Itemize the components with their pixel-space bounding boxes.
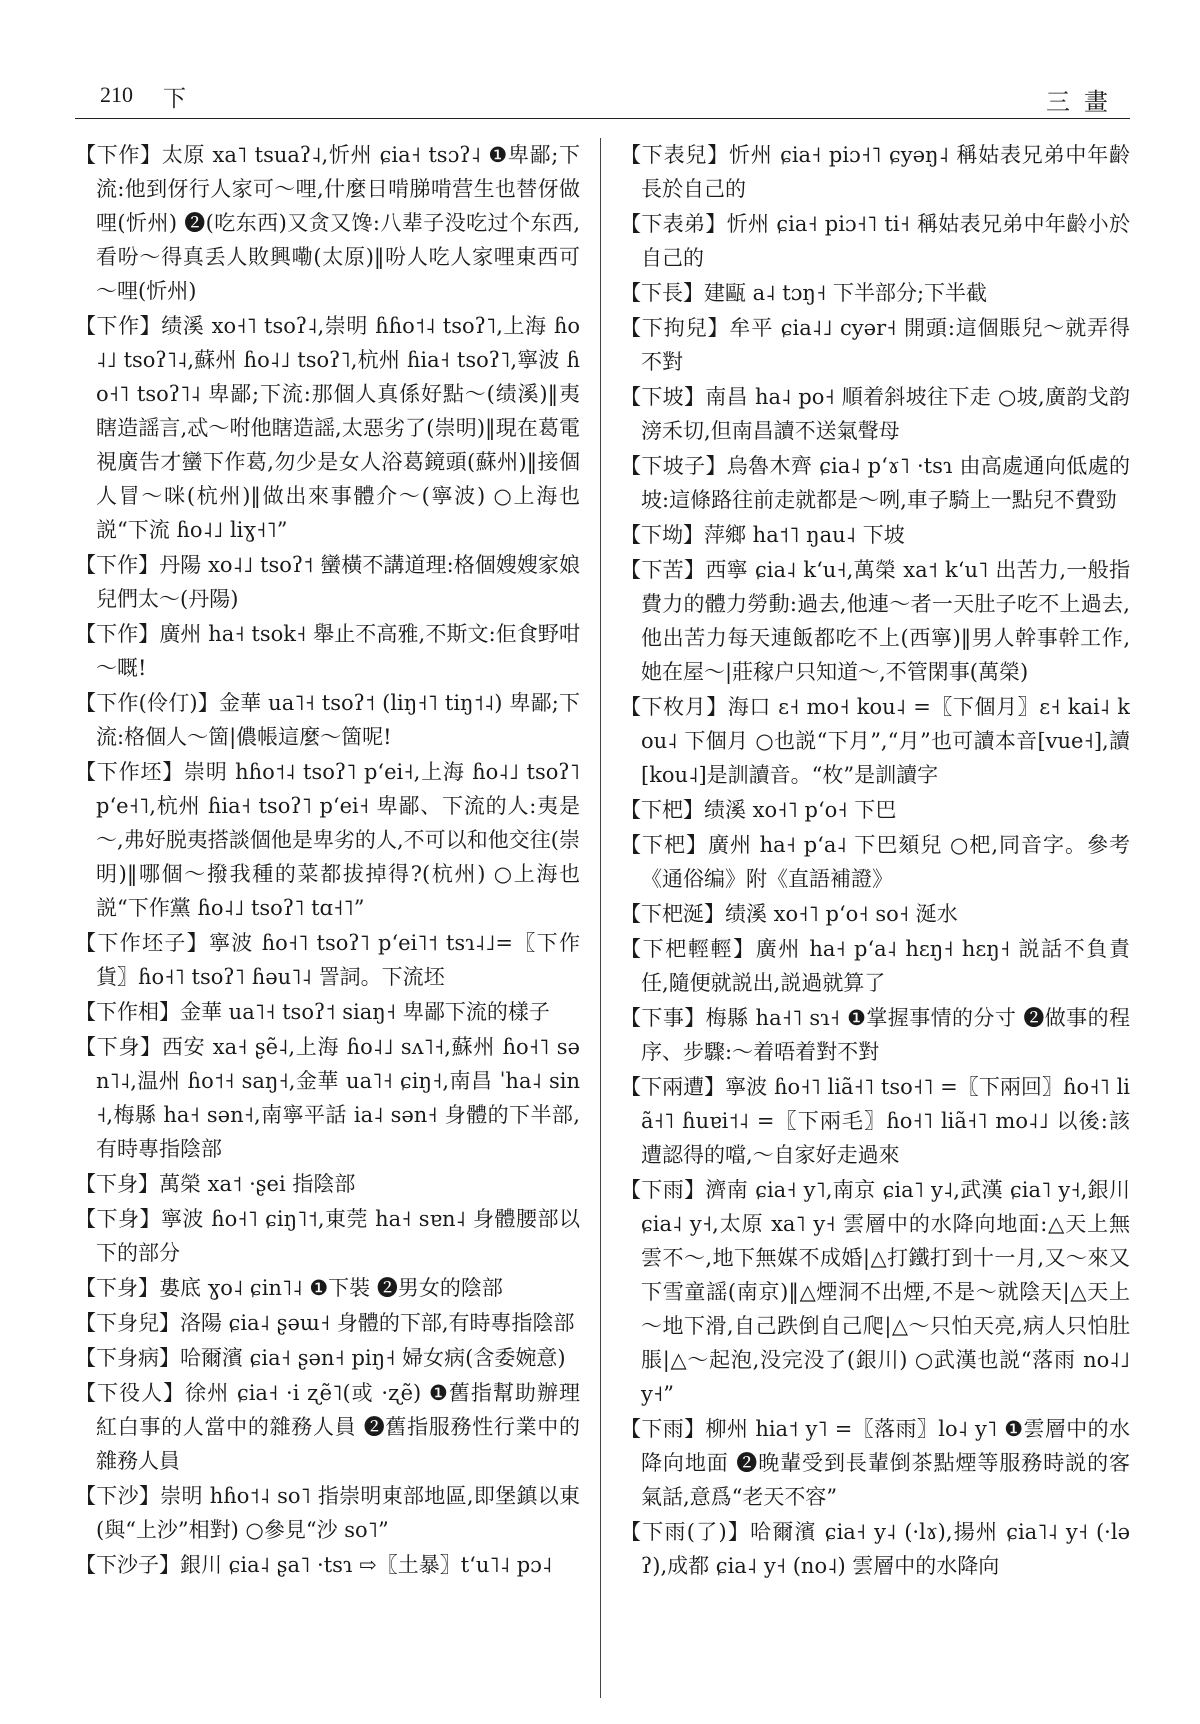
- dictionary-entry: 【下作坯】崇明 hɦo˦˨ tsoʔ˥ pʻei˧,上海 ɦo˨˩ tsoʔ˥ pʻe˧˥,杭州 ɦia˧ tsoʔ˥ pʻei˧ 卑鄙、下流的人:夷是～,弗好脱夷搭談個他是卑劣的人,不可以和他交往(崇明)‖哪個～撥我種的菜都拔掉得?(杭州) ○上海也説“下作黨 ɦo˨˩ tsoʔ˥ tɑ˧˥”: [75, 760, 580, 920]
- dictionary-entry: 【下杷】绩溪 xo˧˥ pʻo˧ 下巴: [620, 798, 897, 822]
- dictionary-entry: 【下表弟】忻州 ɕia˧ piɔ˧˥ ti˧ 稱姑表兄弟中年齡小於自己的: [620, 212, 1130, 270]
- dictionary-entry: 【下沙】崇明 hɦo˦˨ so˥ 指崇明東部地區,即堡鎮以東(與“上沙”相對) ○參見“沙 so˥”: [75, 1484, 580, 1542]
- dictionary-entry: 【下苦】西寧 ɕia˨ kʻu˧,萬榮 xa˦ kʻu˥ 出苦力,一般指費力的體力勞動:過去,他連～者一天肚子吃不上過去,他出苦力每天連飯都吃不上(西寧)‖男人幹事幹工作,她在屋～|莊稼户只知道～,不管閑事(萬榮): [620, 558, 1130, 684]
- page-header: [75, 78, 1130, 119]
- dictionary-entry: 【下身兒】洛陽 ɕia˨ ʂəɯ˧ 身體的下部,有時專指陰部: [75, 1311, 575, 1335]
- dictionary-entry: 【下作】绩溪 xo˧˥ tsoʔ˨,崇明 ɦɦo˦˨ tsoʔ˥,上海 ɦo˨˩ tsoʔ˥˨,蘇州 ɦo˨˩ tsoʔ˥,杭州 ɦia˧ tsoʔ˥,寧波 ɦo˧˥ tsoʔ˥˨ 卑鄙;下流:那個人真係好點～(绩溪)‖夷瞎造謡言,忒～咐他瞎造謡,太惡劣了(崇明)‖現在葛電視廣告才蠻下作葛,勿少是女人浴葛鏡頭(蘇州)‖接個人冒～咪(杭州)‖做出來事體介～(寧波) ○上海也説“下流 ɦo˨˩ liɣ˧˥”: [75, 314, 580, 542]
- dictionary-entry: 【下杷輕輕】廣州 ha˧ pʻa˨ hɛŋ˧ hɛŋ˧ 説話不負責任,隨便就説出,説過就算了: [620, 937, 1130, 995]
- dictionary-entry: 【下枚月】海口 ɛ˧ mo˧ kou˨ =〖下個月〗ɛ˧ kai˨ kou˨ 下個月 ○也説“下月”,“月”也可讀本音[vue˧],讀[kou˨]是訓讀音。“枚”是訓讀字: [620, 695, 1130, 787]
- dictionary-entry: 【下坡】南昌 ha˨ po˧ 順着斜坡往下走 ○坡,廣韵戈韵滂禾切,但南昌讀不送氣聲母: [620, 385, 1130, 443]
- dictionary-entry: 【下表兒】忻州 ɕia˧ piɔ˧˥ ɕyəŋ˨ 稱姑表兄弟中年齡長於自己的: [620, 143, 1130, 201]
- dictionary-entry: 【下身】萬榮 xa˦ ·ʂei 指陰部: [75, 1172, 356, 1196]
- dictionary-entry: 【下作坯子】寧波 ɦo˧˥ tsoʔ˥ pʻei˥˦ tsɿ˨˩=〖下作貨〗ɦo˧˥ tsoʔ˥ ɦəu˥˨ 詈詞。下流坯: [75, 931, 580, 989]
- dictionary-entry: 【下役人】徐州 ɕia˧ ·i ʐẽ˥(或 ·ʐẽ) ❶舊指幫助辦理紅白事的人當中的雜務人員 ❷舊指服務性行業中的雜務人員: [75, 1381, 580, 1473]
- dictionary-entry: 【下杷】廣州 ha˧ pʻa˨ 下巴頦兒 ○杷,同音字。參考《通俗编》附《直語補證》: [620, 833, 1130, 891]
- dictionary-entry: 【下拘兒】牟平 ɕia˨˩ cyər˧ 開頭:這個賬兒～就弄得不對: [620, 316, 1130, 374]
- dictionary-entry: 【下作】丹陽 xo˨˩ tsoʔ˦ 蠻橫不講道理:格個嫂嫂家娘兒們太～(丹陽): [75, 553, 580, 611]
- right-column: [620, 138, 1130, 1713]
- section-title: 三畫: [1046, 88, 1122, 116]
- dictionary-entry: 【下身病】哈爾濱 ɕia˧ ʂən˧ piŋ˧ 婦女病(含委婉意): [75, 1346, 566, 1370]
- head-character: 下: [163, 86, 186, 112]
- dictionary-entry: 【下雨(了)】哈爾濱 ɕia˧ y˨ (·lɤ),揚州 ɕia˥˨ y˧ (·ləʔ),成都 ɕia˨ y˧ (no˨) 雲層中的水降向: [620, 1520, 1130, 1578]
- dictionary-entry: 【下兩遭】寧波 ɦo˧˥ liã˧˥ tso˧˥ =〖下兩回〗ɦo˧˥ liã˧˥ ɦuɐi˦˨ =〖下兩毛〗ɦo˧˥ liã˧˥ mo˨˩ 以後:該遭認得的噹,～自家好走過來: [620, 1075, 1130, 1167]
- page-number: 210: [100, 82, 133, 107]
- dictionary-entry: 【下作(伶仃)】金華 ua˥˧ tsoʔ˦ (liŋ˧˥ tiŋ˦˨) 卑鄙;下流:格個人～箇|儂帳這麼～箇呢!: [75, 691, 580, 749]
- dictionary-entry: 【下作相】金華 ua˥˧ tsoʔ˦ siaŋ˧ 卑鄙下流的樣子: [75, 1000, 550, 1024]
- dictionary-entry: 【下長】建甌 a˨ tɔŋ˧ 下半部分;下半截: [620, 281, 988, 305]
- dictionary-entry: 【下雨】濟南 ɕia˧ y˥,南京 ɕia˥ y˨,武漢 ɕia˥ y˧,銀川 ɕia˨ y˧,太原 xa˥ y˧ 雲層中的水降向地面:△天上無雲不～,地下無媒不成婚|△打鐵打到十一月,又～來又下雪童謡(南京)‖△煙洞不出煙,不是～就陰天|△天上～地下滑,自己跌倒自己爬|△～只怕天亮,病人只怕肚脹|△～起泡,没完没了(銀川) ○武漢也説“落雨 no˨˩ y˧”: [620, 1178, 1130, 1406]
- dictionary-entry: 【下雨】柳州 hia˦ y˥ =〖落雨〗lo˨ y˥ ❶雲層中的水降向地面 ❷晚輩受到長輩倒茶點煙等服務時説的客氣話,意爲“老天不容”: [620, 1417, 1130, 1509]
- dictionary-entry: 【下作】廣州 ha˧ tsok˧ 舉止不高雅,不斯文:佢食野咁～嘅!: [75, 622, 580, 680]
- dictionary-entry: 【下坳】萍鄉 ha˦˥ ŋau˨ 下坡: [620, 523, 905, 547]
- dictionary-entry: 【下坡子】烏魯木齊 ɕia˨ pʻɤ˥ ·tsɿ 由高處通向低處的坡:這條路往前走就都是～咧,車子騎上一點兒不費勁: [620, 454, 1130, 512]
- dictionary-entry: 【下身】寧波 ɦo˧˥ ɕiŋ˥˦,東莞 ha˧ sɐn˨ 身體腰部以下的部分: [75, 1207, 580, 1265]
- left-column: [75, 138, 580, 1713]
- dictionary-entry: 【下杷涎】绩溪 xo˧˥ pʻo˧ so˧ 涎水: [620, 902, 958, 926]
- dictionary-entry: 【下身】婁底 ɣo˨ ɕin˥˨ ❶下裝 ❷男女的陰部: [75, 1276, 503, 1300]
- dictionary-entry: 【下沙子】銀川 ɕia˨ ʂa˥ ·tsɿ ⇨〖土暴〗tʻu˥˨ pɔ˨: [75, 1553, 553, 1577]
- dictionary-entry: 【下身】西安 xa˧ ʂẽ˨,上海 ɦo˨˩ sʌ˥˧,蘇州 ɦo˧˥ sən˥˨,温州 ɦo˦˧ saŋ˧,金華 ua˥˧ ɕiŋ˧,南昌 ˈha˨ sin˧,梅縣 ha˧ sən˧,南寧平話 ia˨ sən˧ 身體的下半部,有時專指陰部: [75, 1035, 580, 1161]
- dictionary-entry: 【下事】梅縣 ha˧˥ sɿ˧ ❶掌握事情的分寸 ❷做事的程序、步驟:～着唔着對不對: [620, 1006, 1130, 1064]
- column-divider: [600, 138, 601, 1698]
- dictionary-entry: 【下作】太原 xa˥ tsuaʔ˨,忻州 ɕia˧ tsɔʔ˨ ❶卑鄙;下流:他到伢行人家可～哩,什麼日啃䏲啃营生也替伢做哩(忻州) ❷(吃东西)又贪又馋:八辈子没吃过个东西,看吩～得真丢人敗興嘞(太原)‖吩人吃人家哩東西可～哩(忻州): [75, 143, 580, 303]
